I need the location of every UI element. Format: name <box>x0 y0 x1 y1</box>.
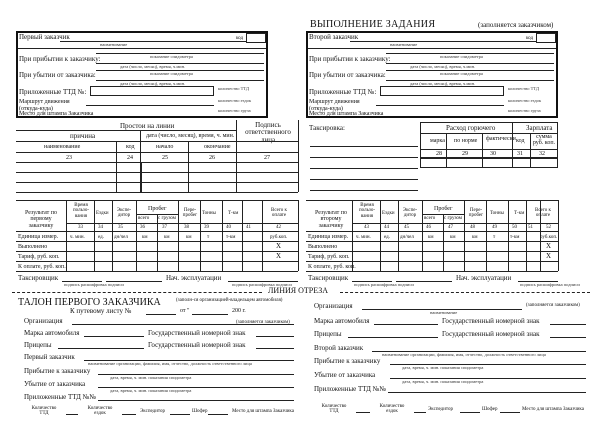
taxi-sign-label: Таксировщик <box>18 274 59 282</box>
first-customer-code-box[interactable] <box>246 33 266 43</box>
route-label: Маршрут движения (откуда-куда) <box>19 99 70 112</box>
coupon-title: ТАЛОН ПЕРВОГО ЗАКАЗЧИКА <box>18 297 161 308</box>
departure-label: При убытии от заказчика: <box>19 71 96 79</box>
cut-line-right <box>340 292 590 293</box>
form-title: ВЫПОЛНЕНИЕ ЗАДАНИЯ <box>310 19 436 30</box>
form-title-note: (заполняется заказчиком) <box>478 21 554 29</box>
stamp-label: Место для штампа Заказчика <box>19 111 94 117</box>
ttd-field[interactable] <box>90 86 214 96</box>
arrival-label: При прибытии к заказчику: <box>19 55 101 63</box>
second-customer-label: Второй заказчик <box>309 33 359 41</box>
second-customer-code-box[interactable] <box>536 33 556 43</box>
first-customer-label: Первый заказчик <box>19 33 70 41</box>
ttd-field-right[interactable] <box>380 86 504 96</box>
ttd-label: Приложенные ТТД №: <box>19 88 87 96</box>
cut-line-left <box>12 292 262 293</box>
cut-line-label: ЛИНИЯ ОТРЕЗА <box>268 286 328 295</box>
